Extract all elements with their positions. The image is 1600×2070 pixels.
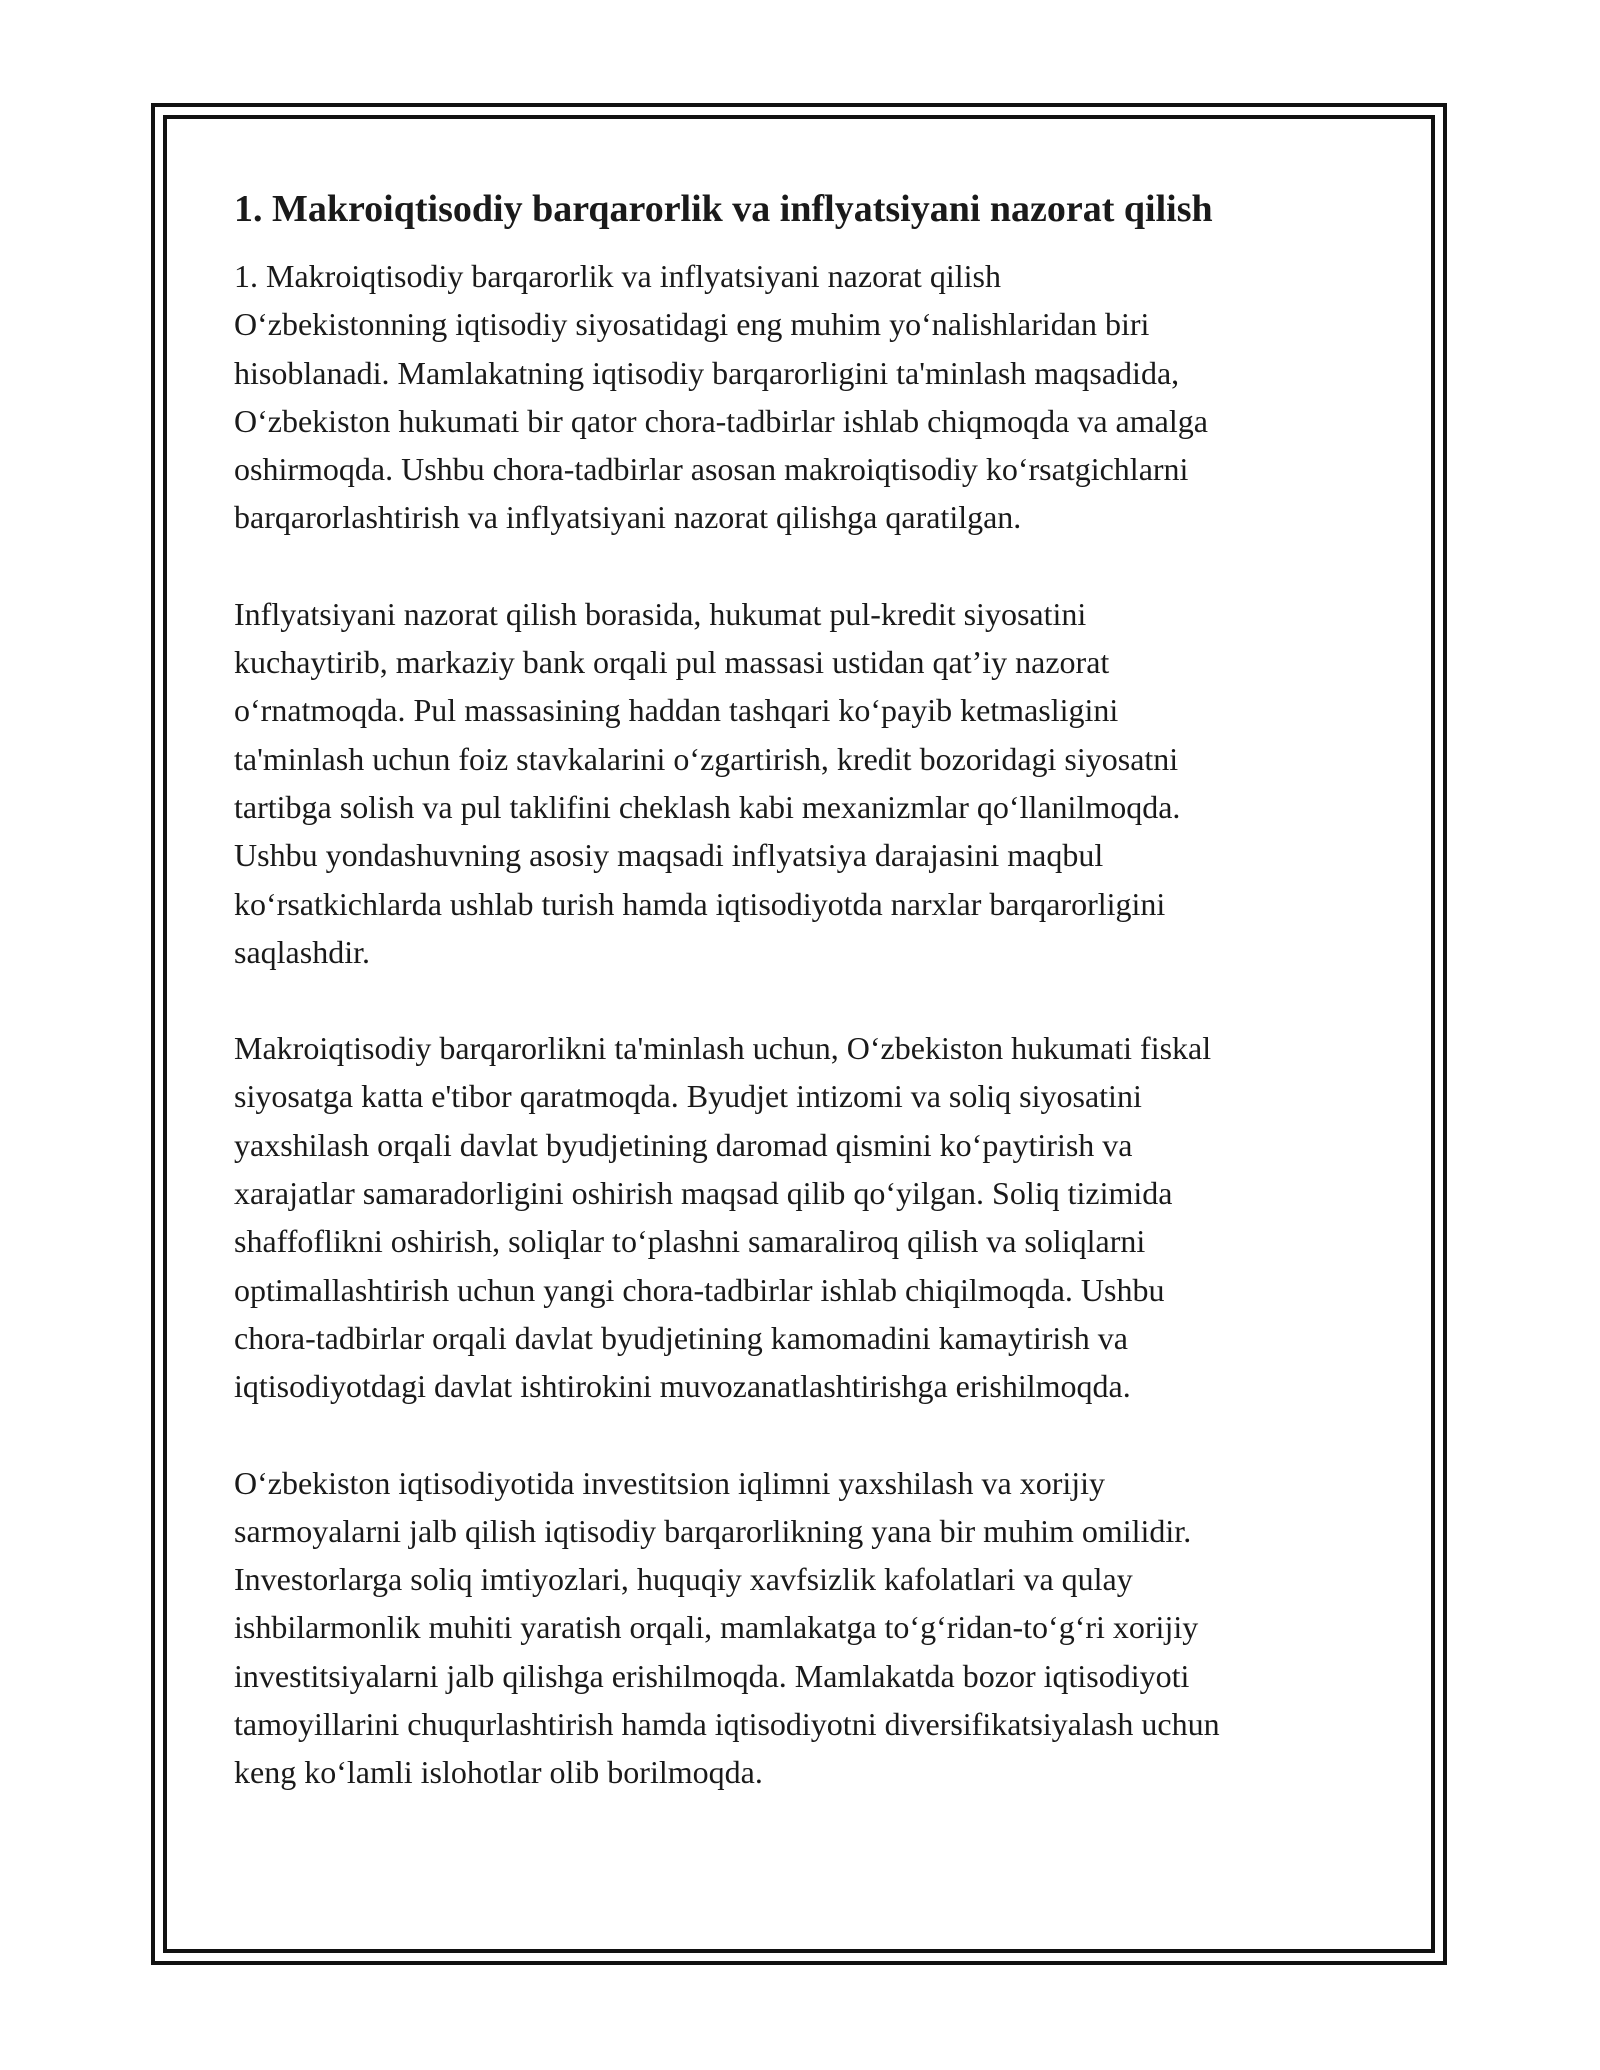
paragraph-3: Makroiqtisodiy barqarorlikni ta'minlash uchun, O‘zbekiston hukumati fiskal siyosatga katta e'tibor qaratmoqda. Byudjet intizomi va soliq siyosatini yaxshilash orqali davlat byudjetining daromad qismini ko‘paytirish va xarajatlar samaradorligini oshirish maqsad qilib qo‘yilgan. Soliq tizimida shaffoflikni oshirish, soliqlar to‘plashni samaraliroq qilish va soliqlarni optimallashtirish uchun yangi chora-tadbirlar ishlab chiqilmoqda. Ushbu chora-tadbirlar orqali davlat byudjetining kamomadini kamaytirish va iqtisodiyotdagi davlat ishtirokini muvozanatlashtirishga erishilmoqda. [234,1030,1212,1405]
paragraph-2: Inflyatsiyani nazorat qilish borasida, hukumat pul-kredit siyosatini kuchaytirib, markaziy bank orqali pul massasi ustidan qat’iy nazorat o‘rnatmoqda. Pul massasining haddan tashqari ko‘payib ketmasligini ta'minlash uchun foiz stavkalarini o‘zgartirish, kredit bozoridagi siyosatni tartibga solish va pul taklifini cheklash kabi mexanizmlar qo‘llanilmoqda. Ushbu yondashuvning asosiy maqsadi inflyatsiya darajasini maqbul ko‘rsatkichlarda ushlab turish hamda iqtisodiyotda narxlar barqarorligini saqlashdir. [234,595,1181,970]
document-title: 1. Makroiqtisodiy barqarorlik va inflyatsiyani nazorat qilish [234,188,1213,230]
paragraph-4: O‘zbekiston iqtisodiyotida investitsion iqlimni yaxshilash va xorijiy sarmoyalarni jalb qilish iqtisodiy barqarorlikning yana bir muhim omilidir. Investorlarga soliq imtiyozlari, huquqiy xavfsizlik kafolatlari va qulay ishbilarmonlik muhiti yaratish orqali, mamlakatga to‘g‘ridan-to‘g‘ri xorijiy investitsiyalarni jalb qilishga erishilmoqda. Mamlakatda bozor iqtisodiyoti tamoyillarini chuqurlashtirish hamda iqtisodiyotni diversifikatsiyalash uchun keng ko‘lamli islohotlar olib borilmoqda. [234,1464,1220,1791]
document-body [234,185,1384,1845]
paragraph-1: 1. Makroiqtisodiy barqarorlik va inflyatsiyani nazorat qilish O‘zbekistonning iqtisodiy siyosatidagi eng muhim yo‘nalishlaridan biri hisoblanadi. Mamlakatning iqtisodiy barqarorligini ta'minlash maqsadida, O‘zbekiston hukumati bir qator chora-tadbirlar ishlab chiqmoqda va amalga oshirmoqda. Ushbu chora-tadbirlar asosan makroiqtisodiy ko‘rsatgichlarni barqarorlashtirish va inflyatsiyani nazorat qilishga qaratilgan. [234,258,1208,536]
